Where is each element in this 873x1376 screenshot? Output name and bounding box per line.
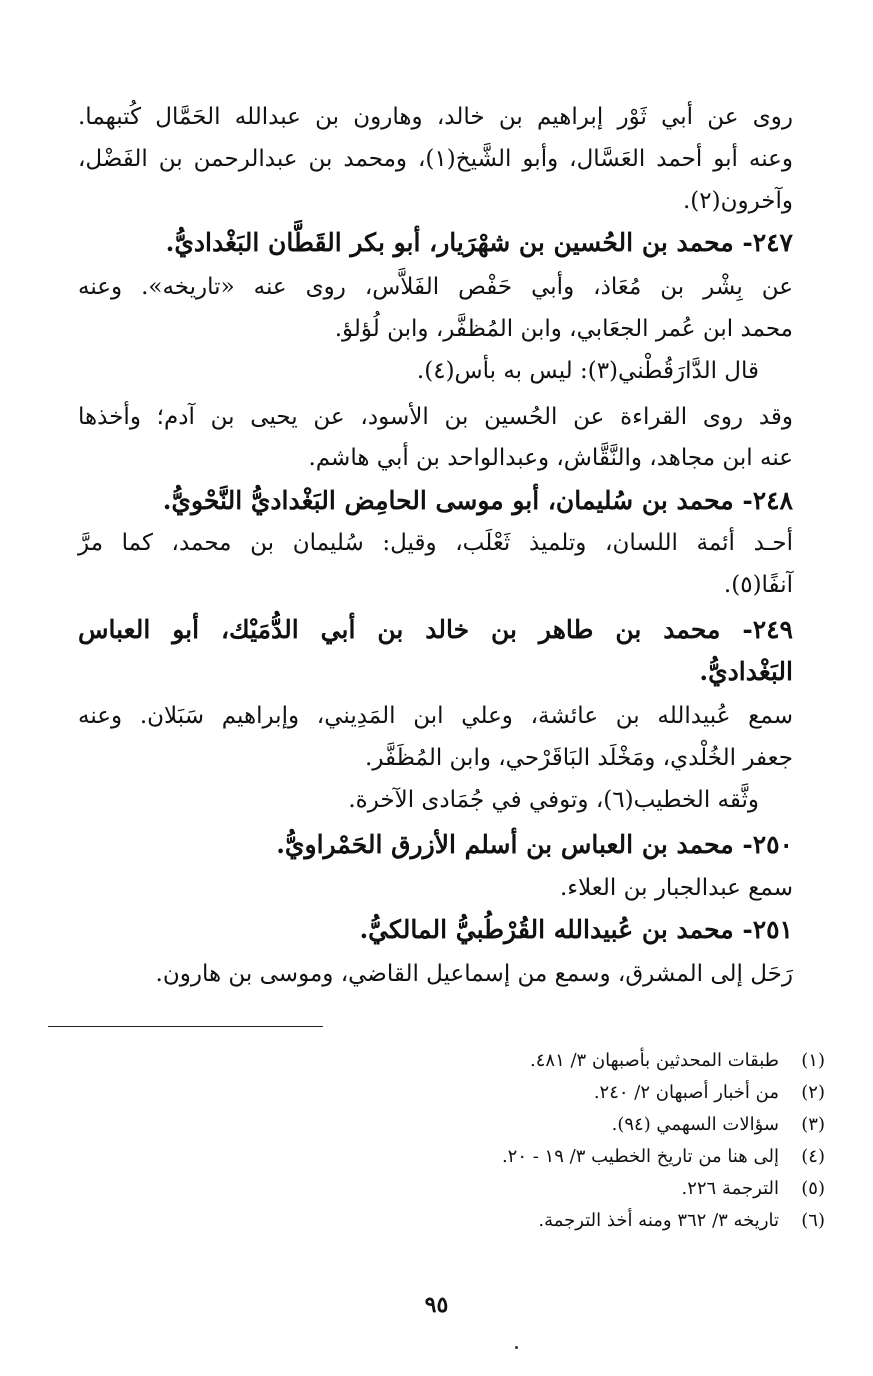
footnote-number: (٤) [801,1146,825,1167]
footnote-text: تاريخه ٣/ ٣٦٢ ومنه أخذ الترجمة. [538,1210,779,1231]
footnote-number: (٦) [801,1210,825,1231]
footnote-number: (٥) [801,1178,825,1199]
footnote-3 [125,1110,825,1140]
entry-249-heading-line-1: ٢٤٩- محمد بن طاهر بن خالد بن أبي الدُّمَيْك، أبو العباس [78,615,793,644]
entry-249-text-line-3: وثَّقه الخطيب(٦)، وتوفي في جُمَادى الآخرة. [348,787,759,813]
footnote-1 [125,1046,825,1076]
footnote-text: إلى هنا من تاريخ الخطيب ٣/ ١٩ - ٢٠. [501,1146,779,1167]
footnote-text: الترجمة ٢٢٦. [681,1178,779,1199]
entry-251-text-line-1: رَحَل إلى المشرق، وسمع من إسماعيل القاضي، وموسى بن هارون. [155,961,793,987]
entry-247-text-line-3: قال الدَّارَقُطْني(٣): ليس به بأس(٤). [416,358,759,384]
footnote-text: من أخبار أصبهان ٢/ ٢٤٠. [593,1082,779,1103]
entry-251-heading: ٢٥١- محمد بن عُبيدالله القُرْطُبيُّ المالكيُّ. [359,915,793,944]
entry-247-text-line-1: عن بِشْر بن مُعَاذ، وأبي حَفْص الفَلاَّس، روى عنه «تاريخه». وعنه [78,274,793,300]
print-speck [515,1346,518,1349]
footnote-5 [125,1174,825,1204]
entry-246-text-line-1: روى عن أبي ثَوْر إبراهيم بن خالد، وهارون بن عبدالله الحَمَّال كُتبهما. [78,104,793,130]
entry-248-text-line-2: آنفًا(٥). [723,572,793,598]
entry-247-heading: ٢٤٧- محمد بن الحُسين بن شهْرَيار، أبو بكر القَطَّان البَغْداديُّ. [165,228,793,257]
footnote-text: سؤالات السهمي (٩٤). [611,1114,779,1135]
entry-247-text-line-4: وقد روى القراءة عن الحُسين بن الأسود، عن يحيى بن آدم؛ وأخذها [78,404,794,430]
footnote-number: (٢) [801,1082,825,1103]
footnote-separator [48,1026,323,1027]
footnote-4 [125,1142,825,1172]
footnote-number: (١) [801,1050,825,1071]
entry-249-heading-line-2: البَغْداديُّ. [699,657,793,686]
page-number: ٩٥ [424,1292,449,1318]
entry-246-text-line-3: وآخرون(٢). [682,188,793,214]
entry-249-text-line-1: سمع عُبيدالله بن عائشة، وعلي ابن المَدِيني، وإبراهيم سَبَلان. وعنه [78,703,793,729]
entry-247-text-line-2: محمد ابن عُمر الجعَابي، وابن المُظفَّر، وابن لُؤلؤ. [334,316,793,342]
footnote-2 [125,1078,825,1108]
entry-249-text-line-2: جعفر الخُلْدي، ومَخْلَد البَاقَرْحي، وابن المُظَفَّر. [365,745,793,771]
entry-250-heading: ٢٥٠- محمد بن العباس بن أسلم الأزرق الحَمْراويُّ. [276,830,793,859]
entry-248-text-line-1: أحـد أئمة اللسان، وتلميذ ثَعْلَب، وقيل: سُليمان بن محمد، كما مرَّ [78,530,793,556]
footnote-text: طبقات المحدثين بأصبهان ٣/ ٤٨١. [530,1050,779,1071]
entry-247-text-line-5: عنه ابن مجاهد، والنَّقَّاش، وعبدالواحد بن أبي هاشم. [308,445,793,471]
entry-246-text-line-2: وعنه أبو أحمد العَسَّال، وأبو الشَّيخ(١)، ومحمد بن عبدالرحمن بن الفَضْل، [78,146,793,172]
entry-250-text-line-1: سمع عبدالجبار بن العلاء. [559,875,793,901]
footnote-number: (٣) [801,1114,825,1135]
footnote-6 [125,1206,825,1236]
entry-248-heading: ٢٤٨- محمد بن سُليمان، أبو موسى الحامِض البَغْداديُّ النَّحْويُّ. [162,486,793,515]
